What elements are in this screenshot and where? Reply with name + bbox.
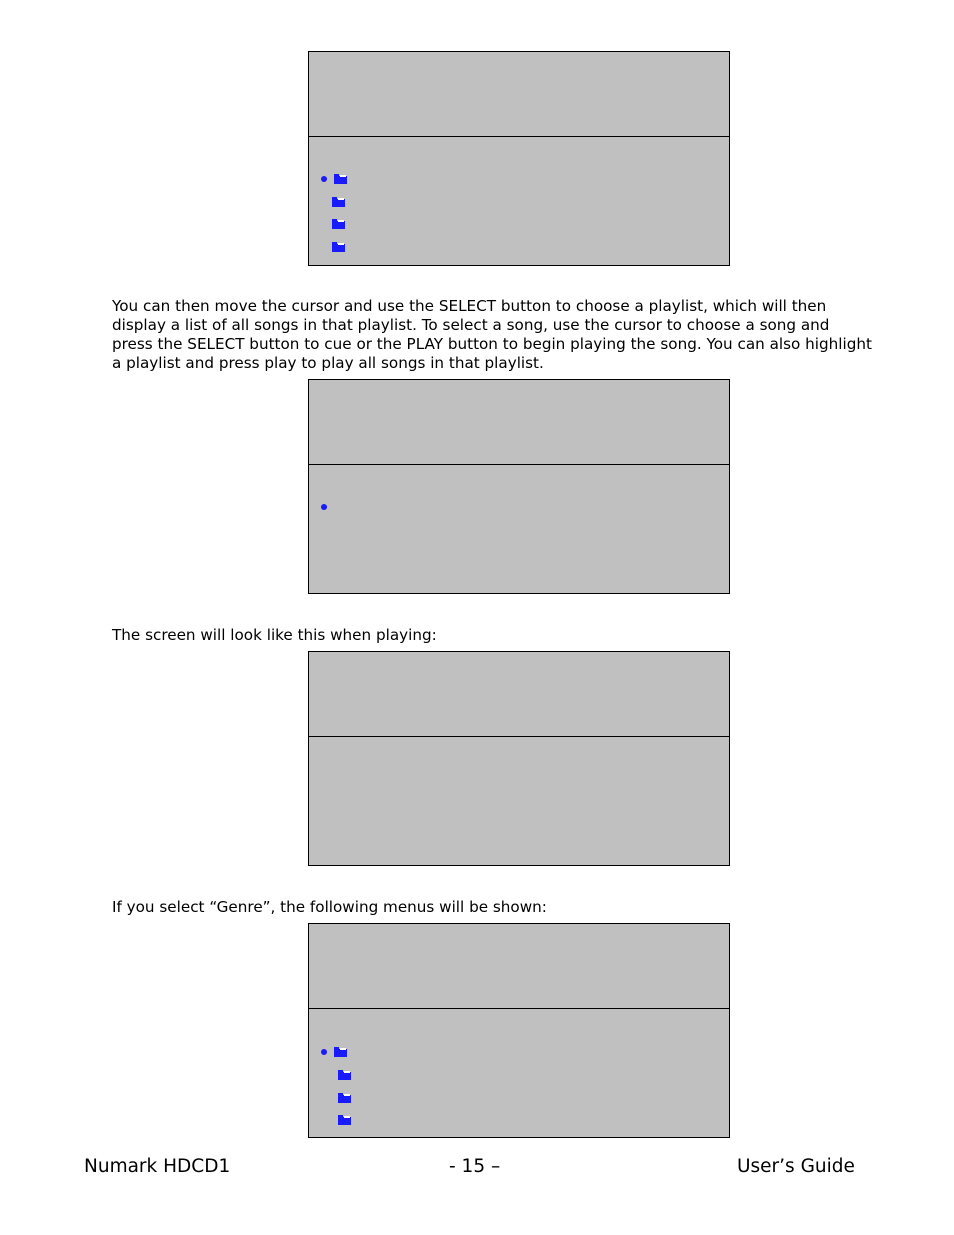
lcd-screen-playlists <box>308 51 730 266</box>
lcd-screen-songs <box>308 379 730 594</box>
lcd-screen-list <box>309 1009 729 1137</box>
folder-icon <box>334 174 347 184</box>
lcd-screen-list <box>309 465 729 593</box>
lcd-screen-genres <box>308 923 730 1138</box>
lcd-screen-header <box>309 924 729 1009</box>
footer-guide-title: User’s Guide <box>737 1156 855 1177</box>
folder-icon <box>332 219 345 229</box>
folder-icon <box>338 1115 351 1125</box>
playing-intro-paragraph: The screen will look like this when playing: <box>112 626 437 644</box>
genre-intro-paragraph: If you select “Genre”, the following menus will be shown: <box>112 898 547 916</box>
playlist-instructions-paragraph: You can then move the cursor and use the SELECT button to choose a playlist, which will then display a list of all songs in that playlist. To select a song, use the cursor to choose a song and press the SELECT button to cue or the PLAY button to begin playing the song. You can also highlight a playlist and press play to play all songs in that playlist. <box>112 297 872 372</box>
lcd-screen-header <box>309 652 729 737</box>
cursor-bullet-icon <box>321 504 327 510</box>
folder-icon <box>338 1093 351 1103</box>
folder-icon <box>338 1070 351 1080</box>
lcd-screen-header <box>309 380 729 465</box>
lcd-screen-playing <box>308 651 730 866</box>
folder-icon <box>334 1047 347 1057</box>
folder-icon <box>332 242 345 252</box>
footer-page-number: - 15 – <box>449 1156 501 1177</box>
lcd-screen-body <box>309 737 729 865</box>
folder-icon <box>332 197 345 207</box>
cursor-bullet-icon <box>321 1049 327 1055</box>
footer-product-name: Numark HDCD1 <box>84 1156 231 1177</box>
lcd-screen-list <box>309 137 729 265</box>
lcd-screen-header <box>309 52 729 137</box>
cursor-bullet-icon <box>321 176 327 182</box>
